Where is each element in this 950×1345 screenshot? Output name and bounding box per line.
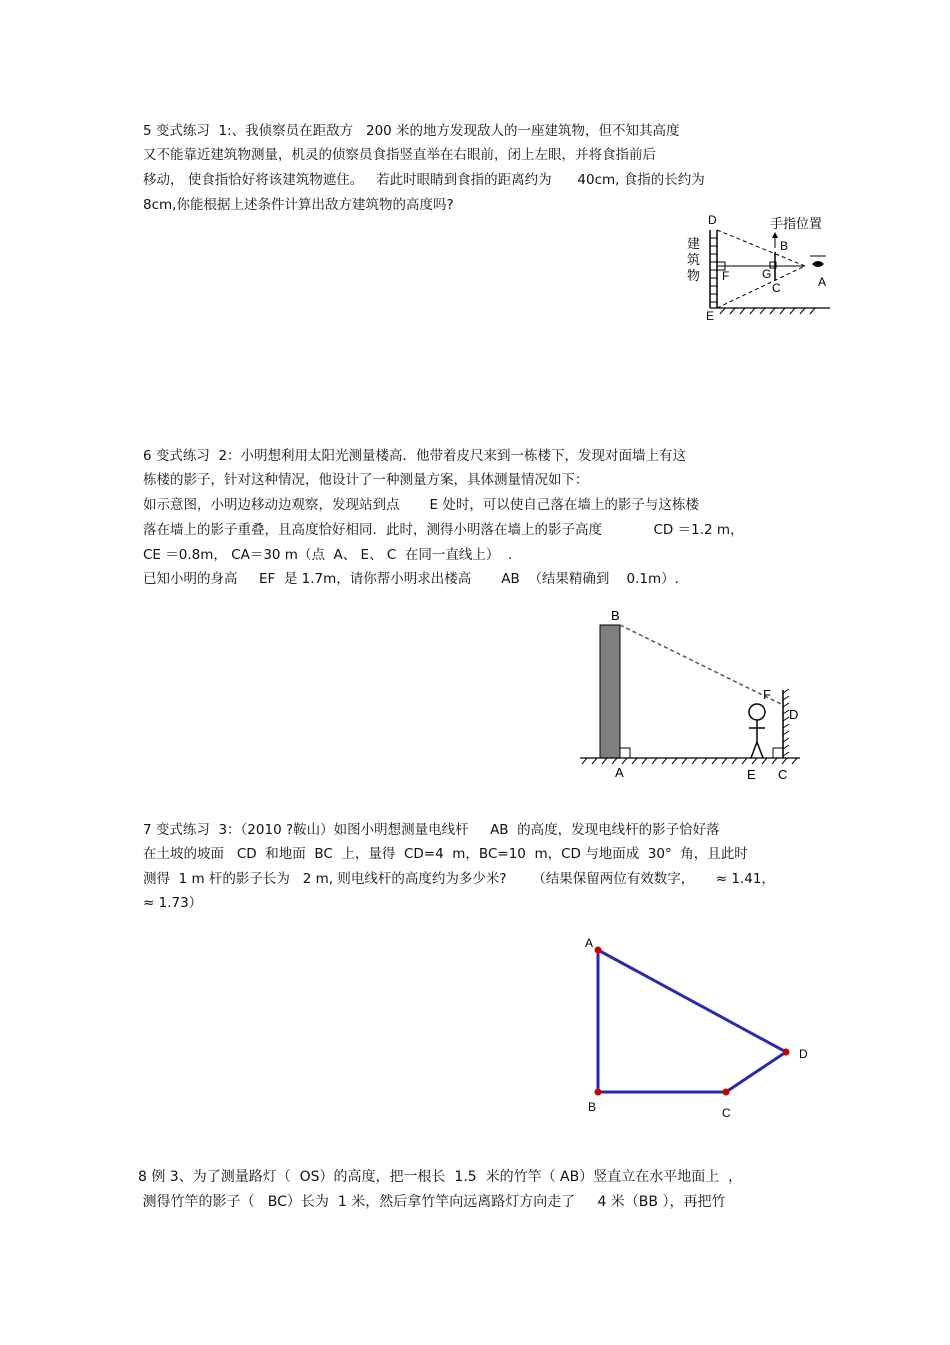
- problem5-line3: 移动， 使食指恰好将该建筑物遮住。 若此时眼睛到食指的距离约为 40cm, 食指的长约为: [143, 172, 705, 188]
- label-D: D: [799, 1047, 808, 1061]
- problem7-line2: 在土坡的坡面 CD 和地面 BC 上，量得 CD=4 m，BC=10 m，CD 与地面成 30° 角，且此时: [143, 846, 748, 862]
- label-F: F: [763, 687, 771, 702]
- problem5-line4: 8cm,你能根据上述条件计算出敌方建筑物的高度吗?: [143, 197, 454, 213]
- problem8-line1: 8 例 3、为了测量路灯（ OS）的高度，把一根长 1.5 米的竹竿（ AB）竖直立在水平地面上 ，: [138, 1169, 743, 1185]
- problem5-line1: 5 变式练习 1:、我侦察员在距敌方 200 米的地方发现敌人的一座建筑物，但不知其高度: [143, 123, 680, 139]
- label-A: A: [585, 936, 594, 950]
- label-C: C: [722, 1106, 731, 1120]
- label-G: G: [762, 267, 772, 281]
- problem7-line1: 7 变式练习 3：（2010 ?鞍山）如图小明想测量电线杆 AB 的高度，发现电线杆的影子恰好落: [143, 822, 720, 838]
- label-E: E: [747, 767, 756, 782]
- building-shadow-figure: [575, 605, 805, 790]
- label-A: A: [818, 275, 827, 289]
- label-C: C: [778, 767, 788, 782]
- label-A: A: [615, 765, 624, 780]
- building-finger-figure: [680, 208, 840, 323]
- problem5-line2: 又不能靠近建筑物测量，机灵的侦察员食指竖直举在右眼前，闭上左眼，并将食指前后: [143, 147, 656, 163]
- problem6-line6: 已知小明的身高 EF 是 1.7m，请你帮小明求出楼高 AB （结果精确到 0.1m）.: [143, 571, 679, 587]
- label-building-1: 建: [687, 236, 701, 251]
- label-B: B: [780, 239, 789, 253]
- label-F: F: [722, 269, 730, 283]
- problem7-line4: ≈ 1.73）: [143, 895, 203, 911]
- problem6-line5: CE ＝0.8m， CA＝30 m（点 A、 E、 C 在同一直线上） .: [143, 547, 513, 563]
- problem6-line2: 栋楼的影子，针对这种情况，他设计了一种测量方案，具体测量情况如下：: [143, 472, 589, 488]
- label-B: B: [588, 1100, 597, 1114]
- label-E: E: [706, 309, 715, 323]
- label-C: C: [772, 281, 781, 295]
- label-building-2: 筑: [687, 252, 701, 267]
- label-finger-position: 手指位置: [770, 216, 823, 231]
- problem6-line3: 如示意图，小明边移动边观察，发现站到点 E 处时，可以使自己落在墙上的影子与这栋楼: [143, 497, 699, 513]
- label-D: D: [708, 213, 717, 227]
- problem8-line2: 测得竹竿的影子（ BC）长为 1 米，然后拿竹竿向远离路灯方向走了 4 米（BB ），再把竹: [138, 1194, 726, 1210]
- problem6-line4: 落在墙上的影子重叠，且高度恰好相同．此时，测得小明落在墙上的影子高度 CD ＝1.2 m，: [143, 522, 744, 538]
- problem7-line3: 测得 1 m 杆的影子长为 2 m, 则电线杆的高度约为多少米? （结果保留两位有效数字， ≈ 1.41，: [143, 871, 775, 887]
- problem6-line1: 6 变式练习 2：小明想利用太阳光测量楼高．他带着皮尺来到一栋楼下，发现对面墙上有这: [143, 448, 687, 464]
- label-B: B: [611, 608, 620, 623]
- label-D: D: [789, 707, 799, 722]
- pole-slope-figure: [580, 935, 820, 1130]
- label-building-3: 物: [687, 268, 701, 283]
